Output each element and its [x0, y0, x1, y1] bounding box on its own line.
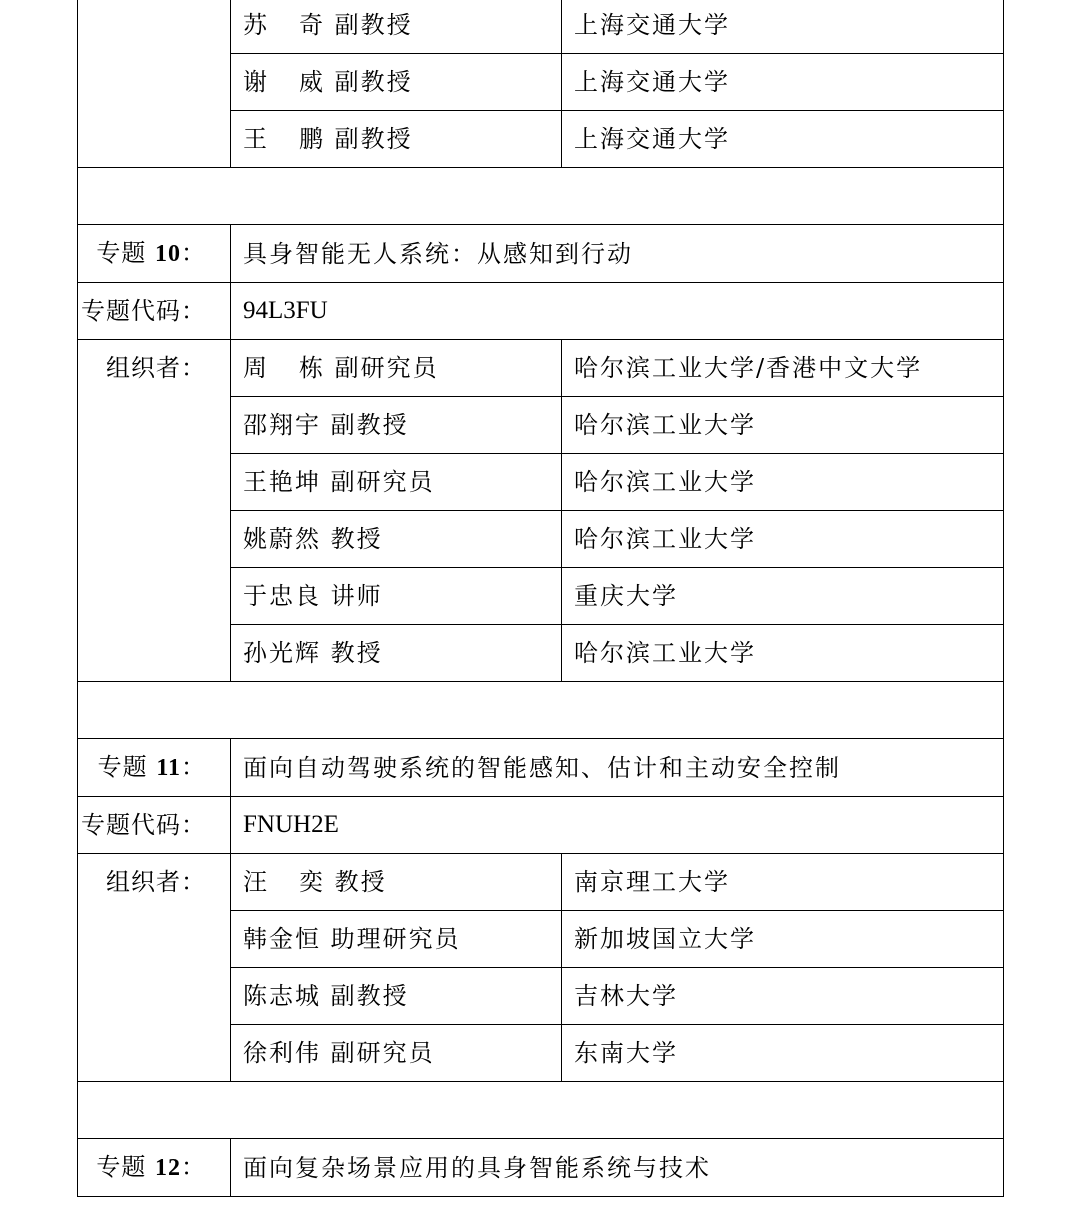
organizer-name: 汪 奕 教授	[231, 854, 562, 911]
topic-code-row	[78, 797, 1004, 854]
spacer-row	[78, 1082, 1004, 1139]
table-row	[78, 340, 1004, 397]
topics-table	[77, 0, 1004, 1197]
topic-code: FNUH2E	[231, 797, 1004, 854]
organizer-name: 王 鹏 副教授	[231, 111, 562, 168]
organizer-affiliation: 哈尔滨工业大学	[562, 625, 1004, 682]
topic-title: 面向复杂场景应用的具身智能系统与技术	[231, 1139, 1004, 1197]
organizer-affiliation: 上海交通大学	[562, 0, 1004, 54]
organizer-name: 周 栋 副研究员	[231, 340, 562, 397]
organizer-affiliation: 上海交通大学	[562, 54, 1004, 111]
topic-title: 具身智能无人系统：从感知到行动	[231, 225, 1004, 283]
organizer-affiliation: 哈尔滨工业大学	[562, 454, 1004, 511]
topic-code-row	[78, 283, 1004, 340]
org-label-cell	[78, 0, 231, 168]
organizer-name: 邵翔宇 副教授	[231, 397, 562, 454]
table-row	[78, 0, 1004, 54]
spacer-row	[78, 682, 1004, 739]
topic-code: 94L3FU	[231, 283, 1004, 340]
topic-title: 面向自动驾驶系统的智能感知、估计和主动安全控制	[231, 739, 1004, 797]
organizer-name: 孙光辉 教授	[231, 625, 562, 682]
organizer-affiliation: 重庆大学	[562, 568, 1004, 625]
code-label: 专题代码：	[78, 283, 231, 340]
topic-label: 专题 12：	[78, 1139, 231, 1197]
organizer-name: 姚蔚然 教授	[231, 511, 562, 568]
organizer-name: 徐利伟 副研究员	[231, 1025, 562, 1082]
topic-label: 专题 10：	[78, 225, 231, 283]
spacer-row	[78, 168, 1004, 225]
topic-title-row	[78, 1139, 1004, 1197]
organizer-name: 于忠良 讲师	[231, 568, 562, 625]
organizer-name: 王艳坤 副研究员	[231, 454, 562, 511]
organizer-name: 陈志城 副教授	[231, 968, 562, 1025]
organizer-affiliation: 哈尔滨工业大学	[562, 511, 1004, 568]
topic-title-row	[78, 225, 1004, 283]
organizer-affiliation: 南京理工大学	[562, 854, 1004, 911]
org-label: 组织者：	[78, 854, 231, 1082]
organizer-name: 苏 奇 副教授	[231, 0, 562, 54]
organizer-affiliation: 新加坡国立大学	[562, 911, 1004, 968]
organizer-affiliation: 上海交通大学	[562, 111, 1004, 168]
organizer-affiliation: 哈尔滨工业大学	[562, 397, 1004, 454]
organizer-name: 谢 威 副教授	[231, 54, 562, 111]
topic-title-row	[78, 739, 1004, 797]
topic-label: 专题 11：	[78, 739, 231, 797]
org-label: 组织者：	[78, 340, 231, 682]
code-label: 专题代码：	[78, 797, 231, 854]
organizer-affiliation: 东南大学	[562, 1025, 1004, 1082]
organizer-affiliation: 哈尔滨工业大学/香港中文大学	[562, 340, 1004, 397]
organizer-name: 韩金恒 助理研究员	[231, 911, 562, 968]
organizer-affiliation: 吉林大学	[562, 968, 1004, 1025]
table-row	[78, 854, 1004, 911]
